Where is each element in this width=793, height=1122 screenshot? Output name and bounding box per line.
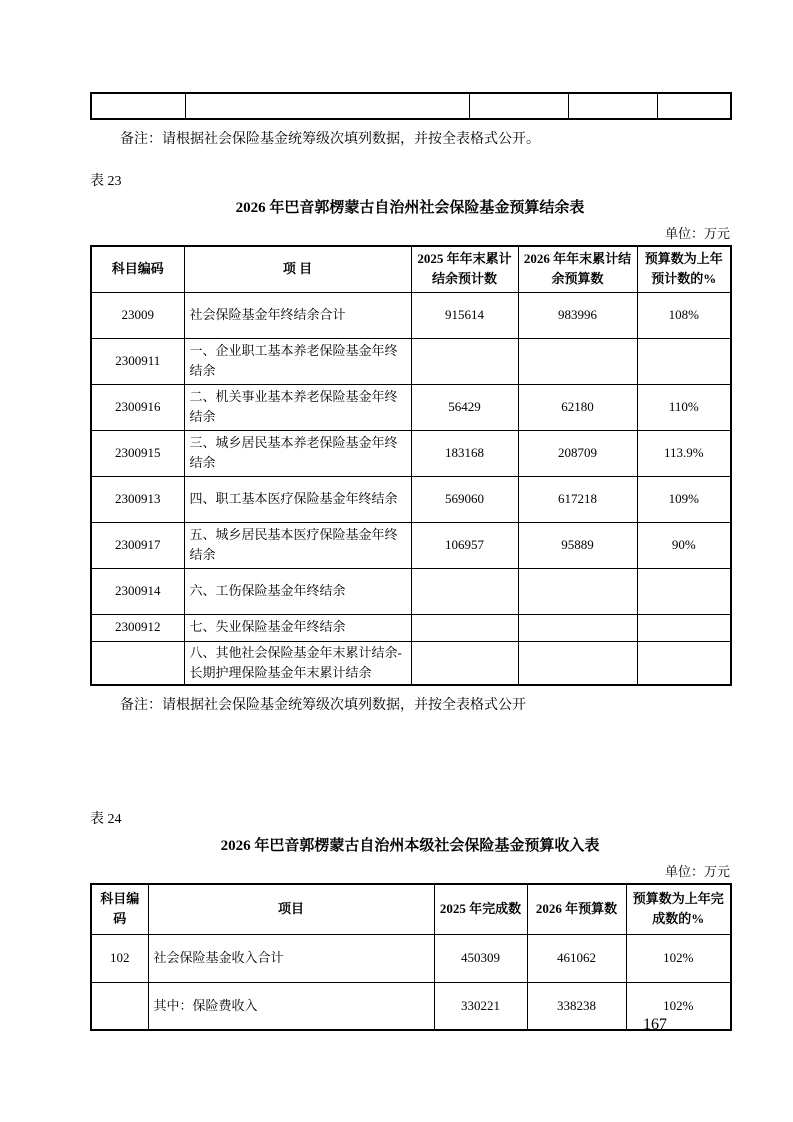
table-row [91, 384, 731, 430]
item-cell: 八、其他社会保险基金年末累计结余-长期护理保险基金年末累计结余 [184, 641, 411, 685]
table-24 [90, 883, 732, 1031]
column-header: 科目编码 [91, 884, 148, 934]
value-cell [518, 614, 637, 641]
table-row [91, 476, 731, 522]
previous-table-fragment [90, 92, 732, 120]
value-cell: 90% [637, 522, 731, 568]
item-cell: 六、工伤保险基金年终结余 [184, 568, 411, 614]
value-cell: 461062 [527, 934, 626, 982]
column-header: 预算数为上年完成数的% [626, 884, 731, 934]
item-cell: 其中：保险费收入 [148, 982, 434, 1030]
column-header: 2026 年年末累计结余预算数 [518, 246, 637, 292]
table-row [91, 568, 731, 614]
value-cell [637, 568, 731, 614]
table-row [91, 93, 731, 119]
column-header: 2025 年年末累计结余预计数 [411, 246, 518, 292]
table-row [91, 522, 731, 568]
value-cell: 330221 [434, 982, 527, 1030]
table-23 [90, 245, 732, 686]
column-header: 2025 年完成数 [434, 884, 527, 934]
value-cell [518, 338, 637, 384]
table-note: 备注：请根据社会保险基金统筹级次填列数据，并按全表格式公开。 [120, 132, 540, 147]
value-cell: 2300913 [91, 476, 184, 522]
value-cell [518, 641, 637, 685]
value-cell: 109% [637, 476, 731, 522]
value-cell: 110% [637, 384, 731, 430]
column-header: 2026 年预算数 [527, 884, 626, 934]
value-cell [637, 338, 731, 384]
column-header: 预算数为上年预计数的% [637, 246, 731, 292]
value-cell: 113.9% [637, 430, 731, 476]
table-row [91, 614, 731, 641]
table-23-title: 2026 年巴音郭楞蒙古自治州社会保险基金预算结余表 [235, 200, 585, 216]
value-cell [469, 93, 568, 119]
column-header: 项目 [148, 884, 434, 934]
value-cell [637, 614, 731, 641]
table-23-unit: 单位：万元 [664, 226, 730, 241]
table-24-label: 表 24 [90, 812, 122, 827]
table-23-note: 备注：请根据社会保险基金统筹级次填列数据，并按全表格式公开 [120, 698, 526, 713]
value-cell: 106957 [411, 522, 518, 568]
value-cell: 338238 [527, 982, 626, 1030]
item-cell: 社会保险基金年终结余合计 [184, 292, 411, 338]
value-cell: 102% [626, 982, 731, 1030]
value-cell: 569060 [411, 476, 518, 522]
value-cell: 2300914 [91, 568, 184, 614]
value-cell [518, 568, 637, 614]
table-row [91, 292, 731, 338]
table-row [91, 982, 731, 1030]
item-cell [185, 93, 469, 119]
value-cell [91, 982, 148, 1030]
page-content [90, 0, 730, 1031]
value-cell: 450309 [434, 934, 527, 982]
value-cell: 983996 [518, 292, 637, 338]
value-cell: 2300911 [91, 338, 184, 384]
value-cell: 102% [626, 934, 731, 982]
value-cell: 183168 [411, 430, 518, 476]
value-cell [411, 338, 518, 384]
table-row [91, 934, 731, 982]
value-cell: 62180 [518, 384, 637, 430]
value-cell: 108% [637, 292, 731, 338]
value-cell [411, 641, 518, 685]
value-cell: 95889 [518, 522, 637, 568]
table-24-title: 2026 年巴音郭楞蒙古自治州本级社会保险基金预算收入表 [220, 838, 600, 854]
value-cell: 23009 [91, 292, 184, 338]
value-cell [91, 641, 184, 685]
header-row [91, 246, 731, 292]
value-cell [568, 93, 657, 119]
column-header: 项 目 [184, 246, 411, 292]
table-23-label: 表 23 [90, 174, 122, 189]
value-cell [657, 93, 731, 119]
item-cell: 四、职工基本医疗保险基金年终结余 [184, 476, 411, 522]
table-row [91, 430, 731, 476]
value-cell: 2300912 [91, 614, 184, 641]
page-number: 167 [643, 1016, 667, 1033]
item-cell: 二、机关事业基本养老保险基金年终结余 [184, 384, 411, 430]
item-cell: 一、企业职工基本养老保险基金年终结余 [184, 338, 411, 384]
value-cell [637, 641, 731, 685]
table-row [91, 641, 731, 685]
item-cell: 三、城乡居民基本养老保险基金年终结余 [184, 430, 411, 476]
table-24-unit: 单位：万元 [664, 864, 730, 879]
header-row [91, 884, 731, 934]
item-cell: 社会保险基金收入合计 [148, 934, 434, 982]
table-row [91, 338, 731, 384]
value-cell: 2300915 [91, 430, 184, 476]
value-cell [411, 614, 518, 641]
column-header: 科目编码 [91, 246, 184, 292]
item-cell: 五、城乡居民基本医疗保险基金年终结余 [184, 522, 411, 568]
value-cell [91, 93, 185, 119]
value-cell [411, 568, 518, 614]
value-cell: 915614 [411, 292, 518, 338]
item-cell: 七、失业保险基金年终结余 [184, 614, 411, 641]
value-cell: 2300917 [91, 522, 184, 568]
value-cell: 56429 [411, 384, 518, 430]
value-cell: 102 [91, 934, 148, 982]
value-cell: 2300916 [91, 384, 184, 430]
value-cell: 617218 [518, 476, 637, 522]
value-cell: 208709 [518, 430, 637, 476]
